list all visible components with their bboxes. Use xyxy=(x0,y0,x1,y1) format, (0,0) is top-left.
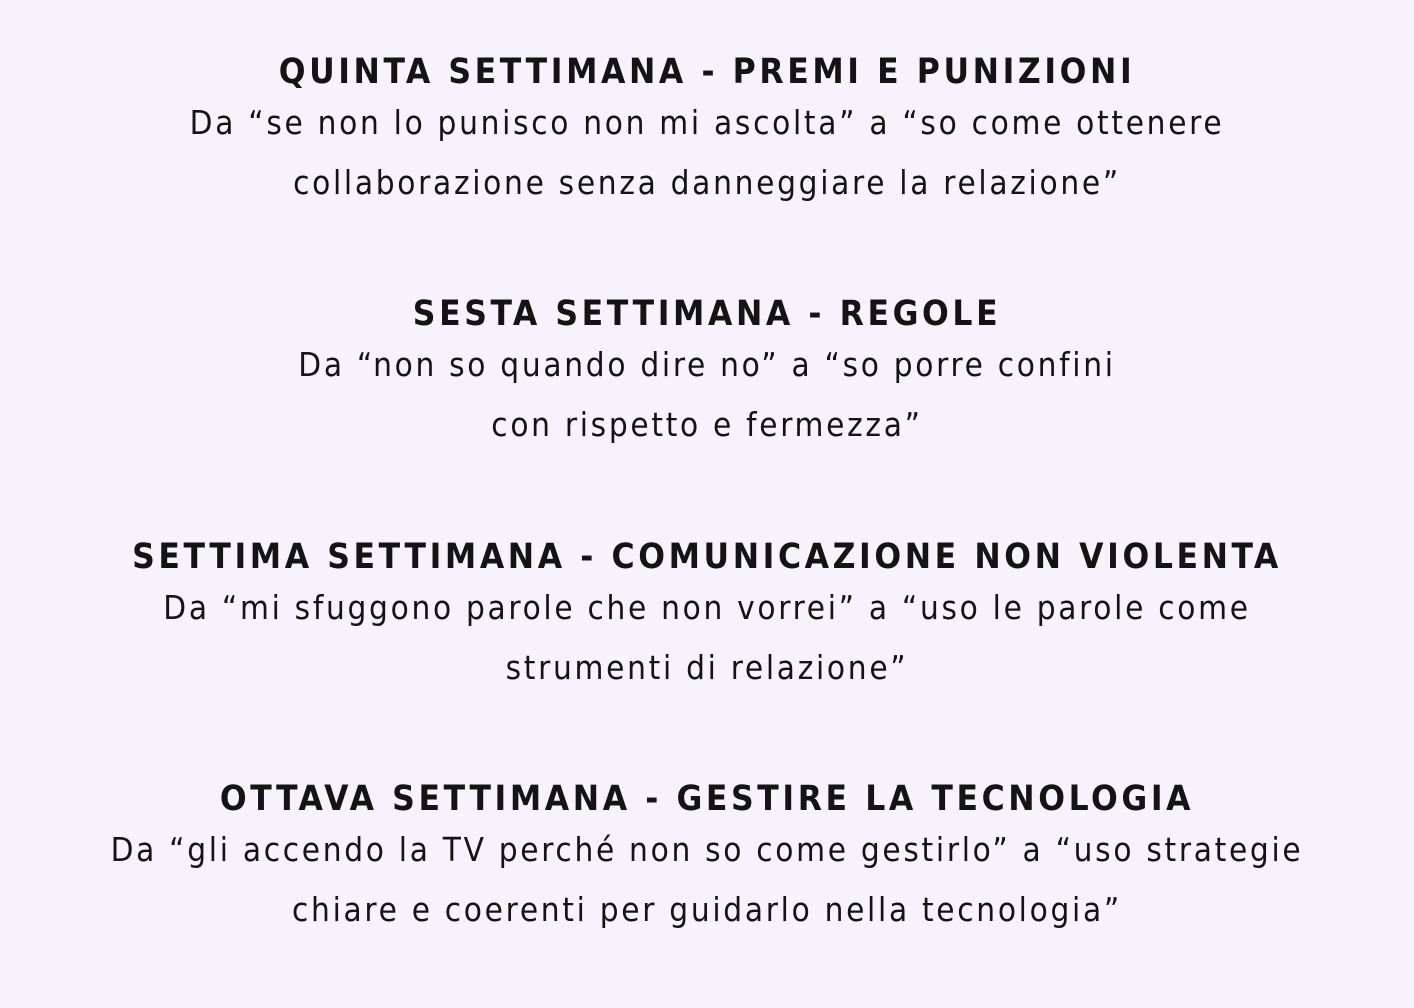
week-section-8 xyxy=(0,779,1414,940)
week-description-line: Da “se non lo punisco non mi ascolta” a “so come ottenere xyxy=(189,103,1225,142)
week-title: SETTIMA SETTIMANA - COMUNICAZIONE NON VIOLENTA xyxy=(132,537,1282,577)
week-description-line: collaborazione senza danneggiare la relazione” xyxy=(293,163,1121,202)
week-title: OTTAVA SETTIMANA - GESTIRE LA TECNOLOGIA xyxy=(219,779,1195,819)
week-section-6 xyxy=(0,294,1414,455)
week-section-5 xyxy=(0,52,1414,213)
week-description-line: con rispetto e fermezza” xyxy=(491,405,923,444)
week-description-line: strumenti di relazione” xyxy=(505,648,909,687)
week-description-line: chiare e coerenti per guidarlo nella tecnologia” xyxy=(292,890,1122,929)
week-description-line: Da “non so quando dire no” a “so porre confini xyxy=(298,345,1116,384)
week-title: QUINTA SETTIMANA - PREMI E PUNIZIONI xyxy=(278,52,1136,92)
week-description-line: Da “mi sfuggono parole che non vorrei” a “uso le parole come xyxy=(163,588,1251,627)
week-section-7 xyxy=(0,537,1414,698)
week-description-line: Da “gli accendo la TV perché non so come gestirlo” a “uso strategie xyxy=(110,830,1304,869)
week-title: SESTA SETTIMANA - REGOLE xyxy=(412,294,1002,334)
